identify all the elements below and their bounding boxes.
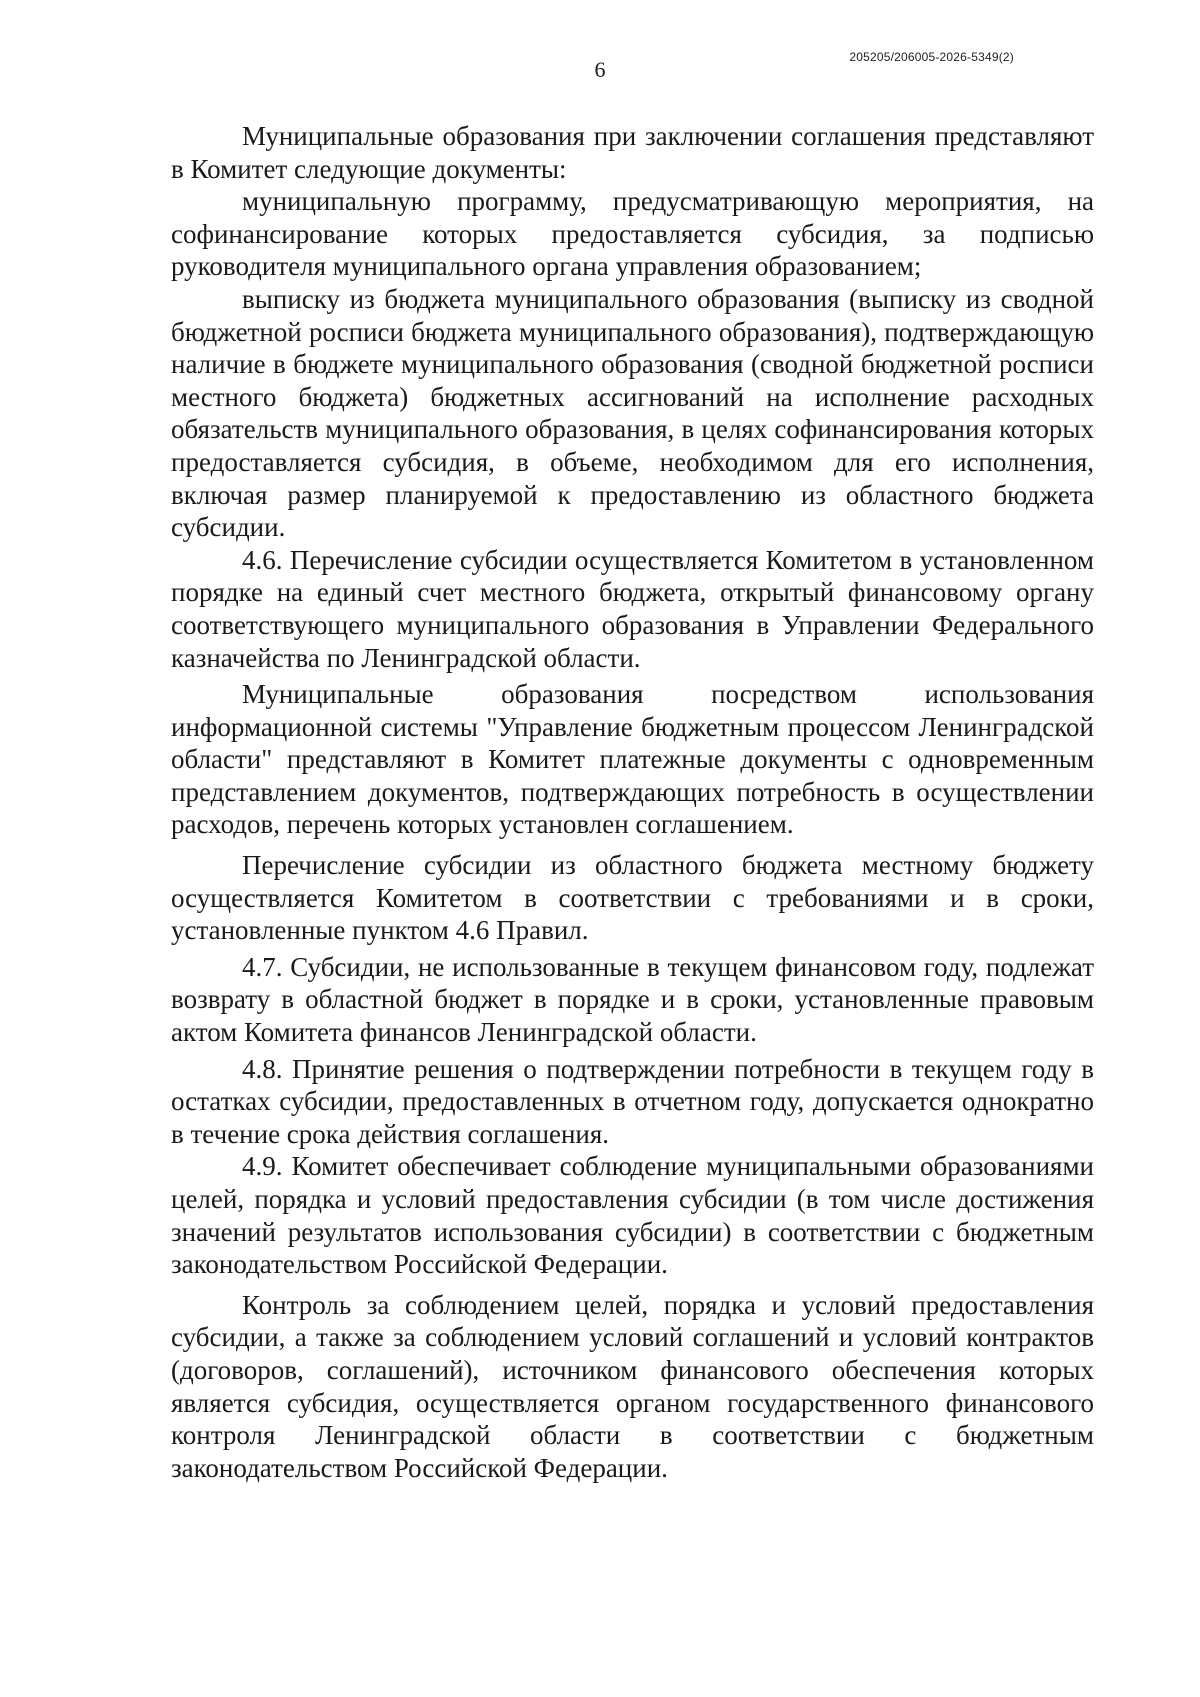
paragraph-transfer-terms: Перечисление субсидии из областного бюджета местному бюджету осуществляется Комитетом в соответствии с требованиями и в сроки, установленные пунктом 4.6 Правил. (171, 850, 1094, 946)
paragraph-4-9: 4.9. Комитет обеспечивает соблюдение муниципальными образованиями целей, порядка и условий предоставления субсидии (в том числе достижения значений результатов использования субсидии) в соответствии с бюджетным законодательством Российской Федерации. (171, 1151, 1094, 1280)
paragraph-documents-intro: Муниципальные образования при заключении соглашения представляют в Комитет следующие документы: (171, 121, 1094, 184)
document-id: 205205/206005-2026-5349(2) (849, 50, 1014, 64)
paragraph-4-6: 4.6. Перечисление субсидии осуществляется Комитетом в установленном порядке на единый счет местного бюджета, открытый финансовому органу соответствующего муниципального образования в Управлении Федерального казначейства по Ленинградской области. (171, 544, 1094, 673)
page-number: 6 (594, 57, 606, 82)
document-body (171, 120, 1094, 1484)
paragraph-municipal-program: муниципальную программу, предусматривающую мероприятия, на софинансирование которых предоставляется субсидия, за подписью руководителя муниципального органа управления образованием; (171, 186, 1094, 282)
paragraph-control: Контроль за соблюдением целей, порядка и условий предоставления субсидии, а также за соблюдением условий соглашений и условий контрактов (договоров, соглашений), источником финансового обеспечения которых является субсидия, осуществляется органом государственного финансового контроля Ленинградской области в соответствии с бюджетным законодательством Российской Федерации. (171, 1289, 1094, 1483)
paragraph-4-8: 4.8. Принятие решения о подтверждении потребности в текущем году в остатках субсидии, предоставленных в отчетном году, допускается однократно в течение срока действия соглашения. (171, 1053, 1094, 1149)
paragraph-payment-documents: Муниципальные образования посредством использования информационной системы "Управление бюджетным процессом Ленинградской области" представляют в Комитет платежные документы с одновременным представлением документов, подтверждающих потребность в осуществлении расходов, перечень которых установлен соглашением. (171, 679, 1094, 840)
paragraph-4-7: 4.7. Субсидии, не использованные в текущем финансовом году, подлежат возврату в областной бюджет в порядке и в сроки, установленные правовым актом Комитета финансов Ленинградской области. (171, 951, 1094, 1048)
paragraph-budget-extract: выписку из бюджета муниципального образования (выписку из сводной бюджетной росписи бюджета муниципального образования), подтверждающую наличие в бюджете муниципального образования (сводной бюджетной росписи местного бюджета) бюджетных ассигнований на исполнение расходных обязательств муниципального образования, в целях софинансирования которых предоставляется субсидия, в объеме, необходимом для его исполнения, включая размер планируемой к предоставлению из областного бюджета субсидии. (171, 283, 1094, 543)
